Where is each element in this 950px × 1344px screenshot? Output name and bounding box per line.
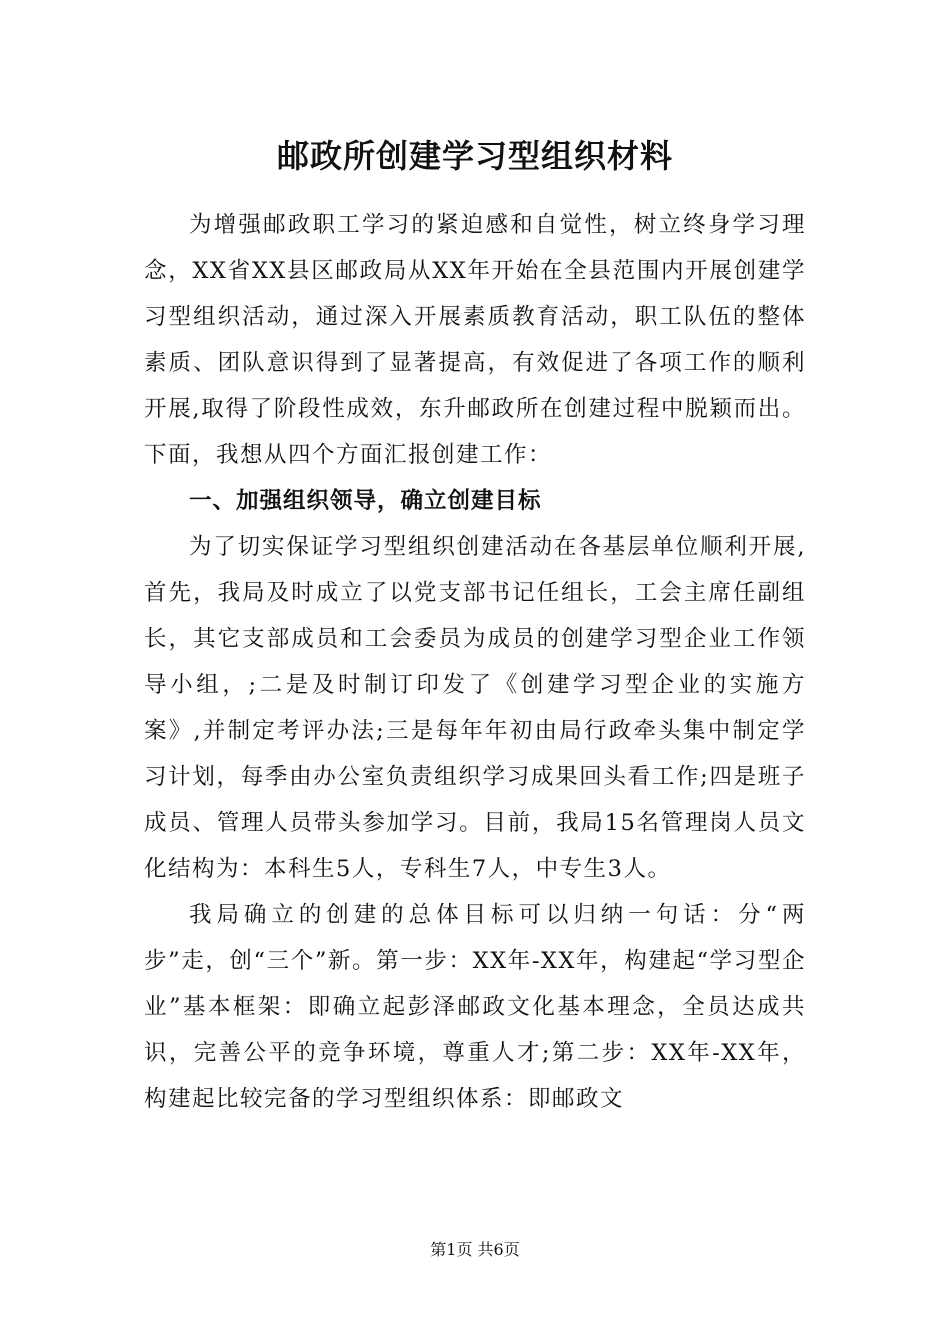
intro-paragraph: 为增强邮政职工学习的紧迫感和自觉性，树立终身学习理念，XX省XX县区邮政局从XX年开始在全县范围内开展创建学习型组织活动，通过深入开展素质教育活动，职工队伍的整体素质、团队意识得到了显著提高，有效促进了各项工作的顺利开展,取得了阶段性成效，东升邮政所在创建过程中脱颖而出。下面，我想从四个方面汇报创建工作： <box>144 212 806 468</box>
section-1-paragraph-2: 我局确立的创建的总体目标可以归纳一句话：分“两步”走，创“三个”新。第一步：XX年-XX年，构建起“学习型企业”基本框架：即确立起彭泽邮政文化基本理念，全员达成共识，完善公平的竞争环境，尊重人才;第二步：XX年-XX年，构建起比较完备的学习型组织体系：即邮政文 <box>144 902 806 1112</box>
section-1-paragraph-1: 为了切实保证学习型组织创建活动在各基层单位顺利开展,首先，我局及时成立了以党支部书记任组长，工会主席任副组长，其它支部成员和工会委员为成员的创建学习型企业工作领导小组，;二是及时制订印发了《创建学习型企业的实施方案》,并制定考评办法;三是每年年初由局行政牵头集中制定学习计划，每季由办公室负责组织学习成果回头看工作;四是班子成员、管理人员带头参加学习。目前，我局15名管理岗人员文化结构为：本科生5人，专科生7人，中专生3人。 <box>144 534 806 882</box>
document-body <box>144 202 806 1122</box>
section-heading-1: 一、加强组织领导，确立创建目标 <box>189 488 542 514</box>
document-title: 邮政所创建学习型组织材料 <box>276 137 673 175</box>
page-footer: 第1页 共6页 <box>430 1240 520 1259</box>
